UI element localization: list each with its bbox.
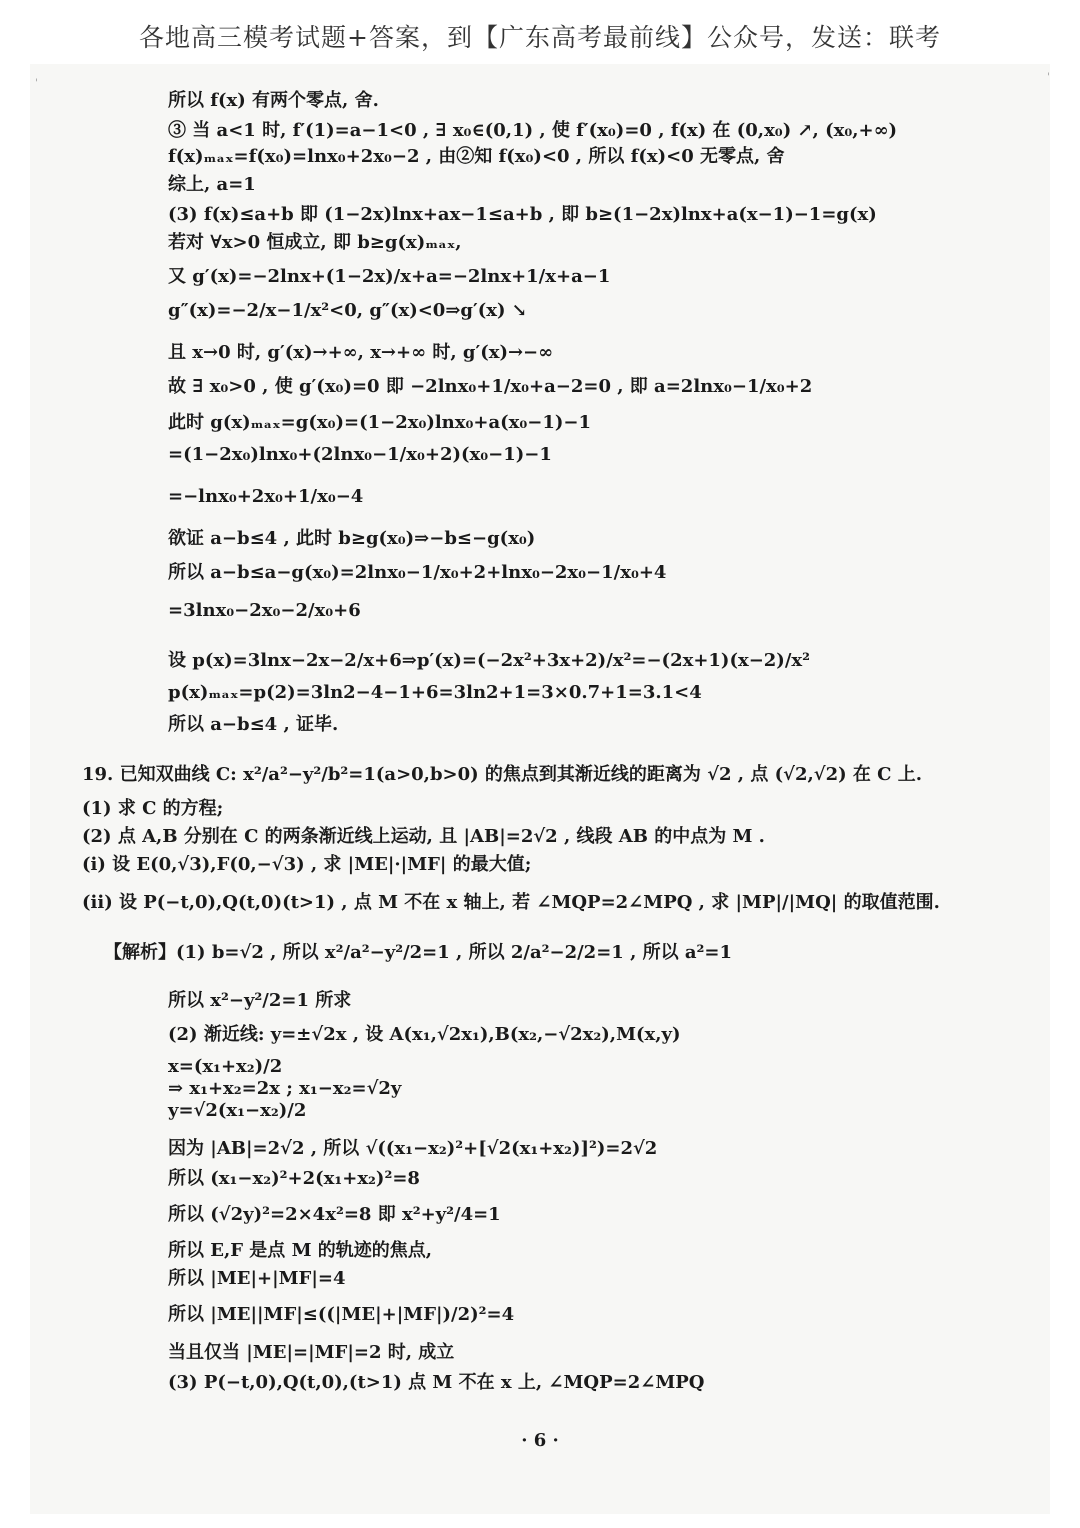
text-line: =(1−2x₀)lnx₀+(2lnx₀−1/x₀+2)(x₀−1)−1: [168, 444, 552, 465]
text-line: 所以 |ME|+|MF|=4: [168, 1268, 346, 1289]
text-line: 所以 a−b≤a−g(x₀)=2lnx₀−1/x₀+2+lnx₀−2x₀−1/x₀+4: [168, 562, 667, 583]
header-banner: 各地高三模考试题+答案，到【广东高考最前线】公众号，发送：联考: [139, 23, 941, 52]
text-line: (i) 设 E(0,√3),F(0,−√3) , 求 |ME|·|MF| 的最大值;: [82, 854, 532, 875]
text-line: 设 p(x)=3lnx−2x−2/x+6⇒p′(x)=(−2x²+3x+2)/x²=−(2x+1)(x−2)/x²: [168, 650, 811, 671]
text-line: ③ 当 a<1 时, f′(1)=a−1<0 , ∃ x₀∈(0,1) , 使 f′(x₀)=0 , f(x) 在 (0,x₀) ↗, (x₀,+∞): [168, 120, 898, 141]
text-line: ⇒ x₁+x₂=2x ; x₁−x₂=√2y: [168, 1078, 402, 1099]
text-line: y=√2(x₁−x₂)/2: [168, 1100, 307, 1121]
page-number: · 6 ·: [521, 1430, 559, 1451]
text-line: 所以 x²−y²/2=1 所求: [168, 990, 352, 1011]
text-line: 欲证 a−b≤4 , 此时 b≥g(x₀)⇒−b≤−g(x₀): [168, 528, 536, 549]
text-line: =−lnx₀+2x₀+1/x₀−4: [168, 486, 364, 507]
text-line: f(x)ₘₐₓ=f(x₀)=lnx₀+2x₀−2 , 由②知 f(x₀)<0 , 所以 f(x)<0 无零点, 舍: [168, 146, 785, 167]
text-line: (2) 渐近线: y=±√2x , 设 A(x₁,√2x₁),B(x₂,−√2x₂),M(x,y): [168, 1024, 681, 1045]
text-line: 此时 g(x)ₘₐₓ=g(x₀)=(1−2x₀)lnx₀+a(x₀−1)−1: [168, 412, 591, 433]
text-line: 【解析】(1) b=√2 , 所以 x²/a²−y²/2=1 , 所以 2/a²−2/2=1 , 所以 a²=1: [104, 942, 733, 963]
text-line: (3) P(−t,0),Q(t,0),(t>1) 点 M 不在 x 上, ∠MQP=2∠MPQ: [168, 1372, 705, 1393]
text-line: x=(x₁+x₂)/2: [168, 1056, 283, 1077]
text-line: 因为 |AB|=2√2 , 所以 √((x₁−x₂)²+[√2(x₁+x₂)]²)=2√2: [168, 1138, 658, 1159]
text-line: 所以 E,F 是点 M 的轨迹的焦点,: [168, 1240, 433, 1261]
text-line: 所以 (x₁−x₂)²+2(x₁+x₂)²=8: [168, 1168, 420, 1189]
text-line: 综上, a=1: [168, 174, 256, 195]
text-line: 故 ∃ x₀>0 , 使 g′(x₀)=0 即 −2lnx₀+1/x₀+a−2=0 , 即 a=2lnx₀−1/x₀+2: [168, 376, 813, 397]
text-line: (ii) 设 P(−t,0),Q(t,0)(t>1) , 点 M 不在 x 轴上, 若 ∠MQP=2∠MPQ , 求 |MP|/|MQ| 的取值范围.: [82, 892, 940, 913]
text-line: (3) f(x)≤a+b 即 (1−2x)lnx+ax−1≤a+b , 即 b≥(1−2x)lnx+a(x−1)−1=g(x): [168, 204, 877, 225]
text-line: (2) 点 A,B 分别在 C 的两条渐近线上运动, 且 |AB|=2√2 , 线段 AB 的中点为 M .: [82, 826, 765, 847]
text-line: =3lnx₀−2x₀−2/x₀+6: [168, 600, 361, 621]
text-line: 19. 已知双曲线 C: x²/a²−y²/b²=1(a>0,b>0) 的焦点到其渐近线的距离为 √2 , 点 (√2,√2) 在 C 上.: [82, 764, 923, 785]
scan-mark-left: ': [35, 78, 38, 89]
text-line: (1) 求 C 的方程;: [82, 798, 224, 819]
text-line: 所以 f(x) 有两个零点, 舍.: [168, 90, 379, 111]
text-line: p(x)ₘₐₓ=p(2)=3ln2−4−1+6=3ln2+1=3×0.7+1=3.1<4: [168, 682, 702, 703]
scan-mark-right: ': [1047, 72, 1050, 83]
text-line: g″(x)=−2/x−1/x²<0, g″(x)<0⇒g′(x) ↘: [168, 300, 527, 321]
text-line: 所以 (√2y)²=2×4x²=8 即 x²+y²/4=1: [168, 1204, 501, 1225]
text-line: 所以 a−b≤4 , 证毕.: [168, 714, 339, 735]
text-line: 又 g′(x)=−2lnx+(1−2x)/x+a=−2lnx+1/x+a−1: [168, 266, 611, 287]
text-line: 若对 ∀x>0 恒成立, 即 b≥g(x)ₘₐₓ,: [168, 232, 462, 253]
text-line: 且 x→0 时, g′(x)→+∞, x→+∞ 时, g′(x)→−∞: [168, 342, 554, 363]
text-line: 当且仅当 |ME|=|MF|=2 时, 成立: [168, 1342, 455, 1363]
text-line: 所以 |ME||MF|≤((|ME|+|MF|)/2)²=4: [168, 1304, 515, 1325]
